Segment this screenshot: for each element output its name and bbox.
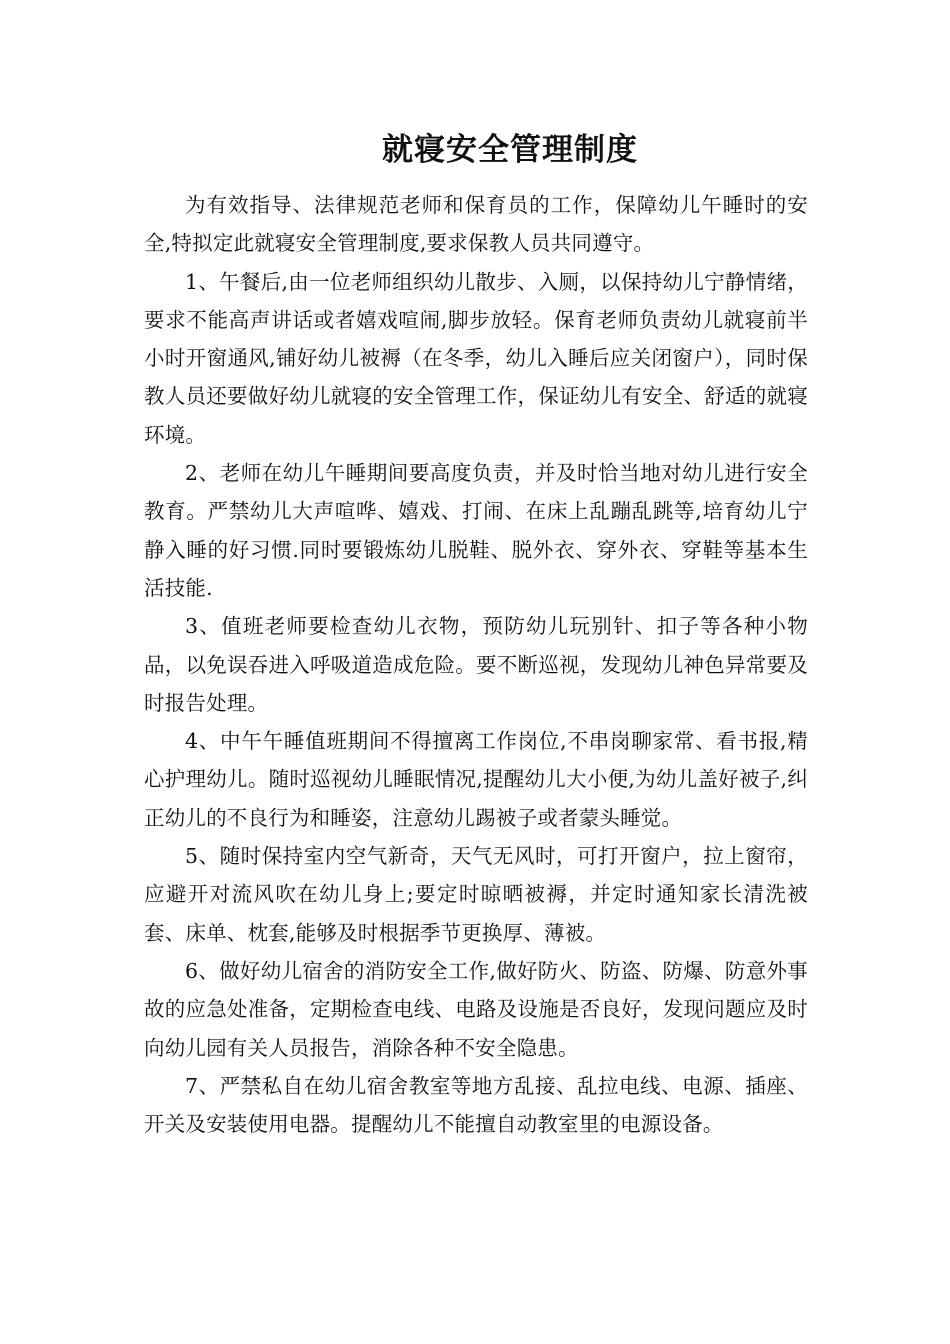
rule-paragraph-5: 5、随时保持室内空气新奇，天气无风时，可打开窗户，拉上窗帘，应避开对流风吹在幼儿身上;要定时晾晒被褥，并定时通知家长清洗被套、床单、枕套,能够及时根据季节更换厚、薄被。 [144, 844, 808, 945]
rule-paragraph-4: 4、中午午睡值班期间不得擅离工作岗位,不串岗聊家常、看书报,精心护理幼儿。随时巡视幼儿睡眠情况,提醒幼儿大小便,为幼儿盖好被子,纠正幼儿的不良行为和睡姿，注意幼儿踢被子或者蒙头睡觉。 [144, 729, 808, 830]
intro-paragraph: 为有效指导、法律规范老师和保育员的工作，保障幼儿午睡时的安全,特拟定此就寝安全管理制度,要求保教人员共同遵守。 [144, 193, 808, 256]
rule-paragraph-6: 6、做好幼儿宿舍的消防安全工作,做好防火、防盗、防爆、防意外事故的应急处准备，定期检查电线、电路及设施是否良好，发现问题应及时向幼儿园有关人员报告，消除各种不安全隐患。 [144, 958, 808, 1060]
rule-paragraph-7: 7、严禁私自在幼儿宿舍教室等地方乱接、乱拉电线、电源、插座、开关及安装使用电器。提醒幼儿不能擅自动教室里的电源设备。 [144, 1073, 808, 1137]
rule-paragraph-2: 2、老师在幼儿午睡期间要高度负责，并及时恰当地对幼儿进行安全教育。严禁幼儿大声喧哗、嬉戏、打闹、在床上乱蹦乱跳等,培育幼儿宁静入睡的好习惯.同时要锻炼幼儿脱鞋、脱外衣、穿外衣、穿鞋等基本生活技能. [144, 461, 808, 600]
document-title: 就寝安全管理制度 [382, 132, 638, 168]
rule-paragraph-3: 3、值班老师要检查幼儿衣物，预防幼儿玩别针、扣子等各种小物品，以免误吞进入呼吸道造成危险。要不断巡视，发现幼儿神色异常要及时报告处理。 [144, 614, 808, 715]
document-body [144, 186, 808, 1143]
rule-paragraph-1: 1、午餐后,由一位老师组织幼儿散步、入厕，以保持幼儿宁静情绪，要求不能高声讲话或者嬉戏喧闹,脚步放轻。保育老师负责幼儿就寝前半小时开窗通风,铺好幼儿被褥（在冬季，幼儿入睡后应关闭窗户），同时保教人员还要做好幼儿就寝的安全管理工作，保证幼儿有安全、舒适的就寝环境。 [144, 269, 808, 447]
